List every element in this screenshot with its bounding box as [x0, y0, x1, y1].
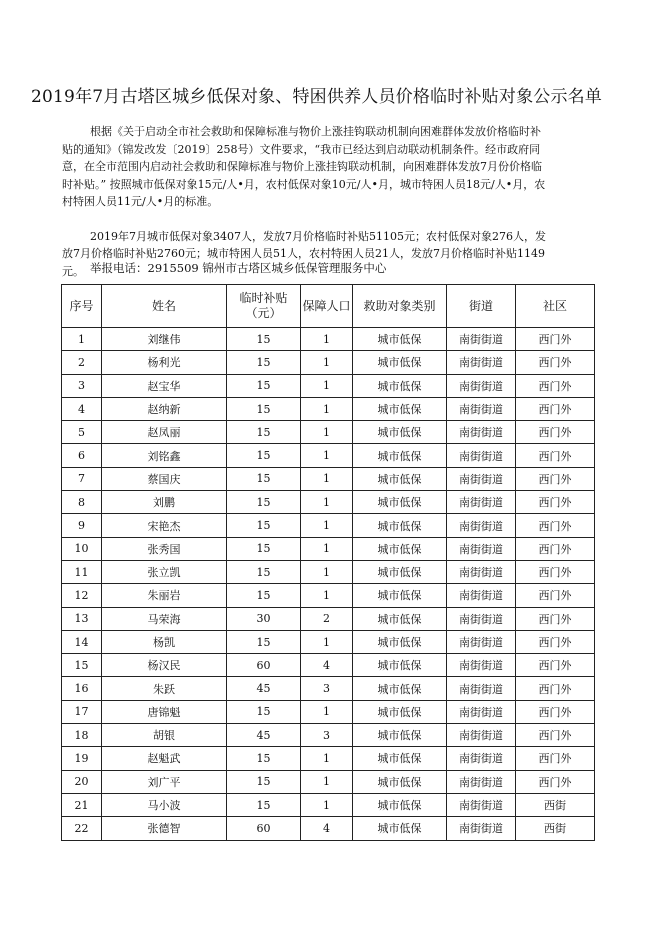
cell-street: 南街街道 [447, 817, 516, 840]
cell-category: 城市低保 [353, 793, 447, 816]
cell-name: 杨利光 [102, 351, 227, 374]
cell-subsidy: 15 [227, 328, 301, 351]
cell-index: 17 [62, 700, 102, 723]
cell-community: 西门外 [516, 747, 595, 770]
header-index: 序号 [62, 285, 102, 328]
cell-community: 西门外 [516, 421, 595, 444]
cell-name: 赵纳新 [102, 397, 227, 420]
table-header-row [62, 285, 595, 328]
cell-population: 1 [301, 537, 353, 560]
cell-street: 南街街道 [447, 584, 516, 607]
cell-community: 西门外 [516, 560, 595, 583]
cell-street: 南街街道 [447, 747, 516, 770]
cell-community: 西门外 [516, 677, 595, 700]
cell-subsidy: 60 [227, 817, 301, 840]
table-row [62, 630, 595, 653]
header-community: 社区 [516, 285, 595, 328]
cell-subsidy: 15 [227, 351, 301, 374]
cell-index: 19 [62, 747, 102, 770]
cell-name: 张秀国 [102, 537, 227, 560]
cell-community: 西门外 [516, 491, 595, 514]
cell-population: 1 [301, 560, 353, 583]
cell-subsidy: 15 [227, 584, 301, 607]
intro-paragraph-2: 2019年7月城市低保对象3407人，发放7月价格临时补贴51105元；农村低保对象276人，发放7月价格临时补贴2760元；城市特困人员51人，农村特困人员21人，发放7月价格临时补贴1149元。 [62, 229, 546, 278]
cell-community: 西门外 [516, 537, 595, 560]
cell-index: 10 [62, 537, 102, 560]
cell-street: 南街街道 [447, 467, 516, 490]
header-population: 保障人口 [301, 285, 353, 328]
cell-name: 马荣海 [102, 607, 227, 630]
cell-community: 西门外 [516, 630, 595, 653]
cell-category: 城市低保 [353, 537, 447, 560]
cell-subsidy: 15 [227, 444, 301, 467]
cell-population: 2 [301, 607, 353, 630]
cell-category: 城市低保 [353, 584, 447, 607]
cell-population: 1 [301, 397, 353, 420]
cell-street: 南街街道 [447, 770, 516, 793]
cell-subsidy: 45 [227, 724, 301, 747]
cell-community: 西街 [516, 793, 595, 816]
cell-population: 1 [301, 351, 353, 374]
cell-community: 西门外 [516, 328, 595, 351]
table-row [62, 351, 595, 374]
cell-category: 城市低保 [353, 444, 447, 467]
page-title [0, 84, 662, 110]
header-street: 街道 [447, 285, 516, 328]
cell-name: 刘鹏 [102, 491, 227, 514]
cell-subsidy: 15 [227, 770, 301, 793]
cell-index: 21 [62, 793, 102, 816]
cell-name: 朱丽岩 [102, 584, 227, 607]
cell-community: 西门外 [516, 654, 595, 677]
cell-name: 刘铭鑫 [102, 444, 227, 467]
cell-subsidy: 15 [227, 374, 301, 397]
intro-text [62, 123, 550, 280]
cell-index: 15 [62, 654, 102, 677]
cell-name: 张立凯 [102, 560, 227, 583]
cell-street: 南街街道 [447, 560, 516, 583]
cell-category: 城市低保 [353, 607, 447, 630]
cell-index: 1 [62, 328, 102, 351]
table-row [62, 397, 595, 420]
cell-category: 城市低保 [353, 421, 447, 444]
cell-index: 8 [62, 491, 102, 514]
table-body [62, 328, 595, 841]
cell-community: 西门外 [516, 351, 595, 374]
cell-population: 1 [301, 467, 353, 490]
cell-category: 城市低保 [353, 374, 447, 397]
cell-subsidy: 15 [227, 793, 301, 816]
cell-category: 城市低保 [353, 351, 447, 374]
header-subsidy: 临时补贴（元） [227, 285, 301, 328]
cell-subsidy: 15 [227, 630, 301, 653]
cell-index: 16 [62, 677, 102, 700]
cell-subsidy: 15 [227, 700, 301, 723]
cell-community: 西门外 [516, 770, 595, 793]
cell-index: 13 [62, 607, 102, 630]
header-name: 姓名 [102, 285, 227, 328]
cell-subsidy: 15 [227, 421, 301, 444]
cell-index: 20 [62, 770, 102, 793]
cell-community: 西门外 [516, 397, 595, 420]
table-row [62, 514, 595, 537]
cell-name: 杨凯 [102, 630, 227, 653]
cell-population: 1 [301, 421, 353, 444]
table-row [62, 747, 595, 770]
cell-index: 22 [62, 817, 102, 840]
cell-category: 城市低保 [353, 724, 447, 747]
cell-index: 6 [62, 444, 102, 467]
cell-category: 城市低保 [353, 467, 447, 490]
cell-community: 西门外 [516, 467, 595, 490]
cell-street: 南街街道 [447, 444, 516, 467]
table-row [62, 537, 595, 560]
cell-name: 胡银 [102, 724, 227, 747]
table-row [62, 584, 595, 607]
cell-street: 南街街道 [447, 607, 516, 630]
table-row [62, 491, 595, 514]
cell-street: 南街街道 [447, 677, 516, 700]
cell-population: 4 [301, 654, 353, 677]
table-row [62, 770, 595, 793]
cell-street: 南街街道 [447, 793, 516, 816]
cell-name: 宋艳杰 [102, 514, 227, 537]
cell-subsidy: 15 [227, 514, 301, 537]
table-row [62, 817, 595, 840]
cell-community: 西门外 [516, 584, 595, 607]
cell-population: 1 [301, 747, 353, 770]
table-row [62, 654, 595, 677]
cell-subsidy: 15 [227, 537, 301, 560]
cell-index: 9 [62, 514, 102, 537]
cell-index: 2 [62, 351, 102, 374]
cell-street: 南街街道 [447, 491, 516, 514]
cell-street: 南街街道 [447, 421, 516, 444]
cell-category: 城市低保 [353, 747, 447, 770]
cell-street: 南街街道 [447, 654, 516, 677]
cell-street: 南街街道 [447, 397, 516, 420]
cell-street: 南街街道 [447, 514, 516, 537]
table-row [62, 444, 595, 467]
cell-community: 西门外 [516, 374, 595, 397]
cell-population: 1 [301, 444, 353, 467]
cell-subsidy: 15 [227, 467, 301, 490]
cell-population: 4 [301, 817, 353, 840]
cell-index: 12 [62, 584, 102, 607]
cell-category: 城市低保 [353, 560, 447, 583]
table-row [62, 724, 595, 747]
cell-index: 11 [62, 560, 102, 583]
cell-category: 城市低保 [353, 397, 447, 420]
cell-community: 西街 [516, 817, 595, 840]
cell-community: 西门外 [516, 607, 595, 630]
cell-category: 城市低保 [353, 770, 447, 793]
cell-population: 1 [301, 584, 353, 607]
cell-community: 西门外 [516, 444, 595, 467]
cell-category: 城市低保 [353, 491, 447, 514]
cell-index: 3 [62, 374, 102, 397]
cell-name: 蔡国庆 [102, 467, 227, 490]
cell-name: 赵凤丽 [102, 421, 227, 444]
cell-population: 1 [301, 491, 353, 514]
cell-name: 赵魁武 [102, 747, 227, 770]
table-row [62, 328, 595, 351]
hotline-text: 举报电话：2915509 锦州市古塔区城乡低保管理服务中心 [90, 261, 387, 275]
cell-name: 刘广平 [102, 770, 227, 793]
cell-index: 18 [62, 724, 102, 747]
cell-population: 1 [301, 700, 353, 723]
cell-population: 3 [301, 677, 353, 700]
cell-population: 1 [301, 374, 353, 397]
table-row [62, 607, 595, 630]
cell-street: 南街街道 [447, 724, 516, 747]
cell-community: 西门外 [516, 724, 595, 747]
cell-subsidy: 30 [227, 607, 301, 630]
header-category: 救助对象类别 [353, 285, 447, 328]
cell-subsidy: 15 [227, 397, 301, 420]
cell-category: 城市低保 [353, 654, 447, 677]
cell-subsidy: 45 [227, 677, 301, 700]
cell-name: 赵宝华 [102, 374, 227, 397]
cell-index: 14 [62, 630, 102, 653]
cell-category: 城市低保 [353, 677, 447, 700]
table-row [62, 467, 595, 490]
cell-name: 杨汉民 [102, 654, 227, 677]
cell-subsidy: 15 [227, 491, 301, 514]
table-row [62, 793, 595, 816]
cell-name: 唐锦魁 [102, 700, 227, 723]
cell-category: 城市低保 [353, 328, 447, 351]
table-row [62, 677, 595, 700]
cell-population: 1 [301, 630, 353, 653]
cell-community: 西门外 [516, 700, 595, 723]
subsidy-table [61, 284, 595, 841]
intro-paragraph-1: 根据《关于启动全市社会救助和保障标准与物价上涨挂钩联动机制向困难群体发放价格临时补贴的通知》（锦发改发〔2019〕258号）文件要求，“我市已经达到启动联动机制条件。经市政府同意，在全市范围内启动社会救助和保障标准与物价上涨挂钩联动机制，向困难群体发放7月份价格临时补贴。” 按照城市低保对象15元/人•月，农村低保对象10元/人•月，城市特困人员18元/人•月，农村特困人员11元/人•月的标准。 [62, 125, 546, 208]
cell-name: 马小波 [102, 793, 227, 816]
cell-population: 1 [301, 328, 353, 351]
table-row [62, 421, 595, 444]
cell-subsidy: 60 [227, 654, 301, 677]
cell-index: 7 [62, 467, 102, 490]
cell-population: 1 [301, 793, 353, 816]
cell-category: 城市低保 [353, 514, 447, 537]
table-row [62, 374, 595, 397]
cell-category: 城市低保 [353, 630, 447, 653]
cell-category: 城市低保 [353, 817, 447, 840]
cell-population: 1 [301, 514, 353, 537]
cell-street: 南街街道 [447, 630, 516, 653]
cell-street: 南街街道 [447, 351, 516, 374]
cell-index: 5 [62, 421, 102, 444]
cell-name: 朱跃 [102, 677, 227, 700]
cell-subsidy: 15 [227, 560, 301, 583]
cell-population: 3 [301, 724, 353, 747]
table-row [62, 560, 595, 583]
table-row [62, 700, 595, 723]
cell-street: 南街街道 [447, 537, 516, 560]
cell-index: 4 [62, 397, 102, 420]
cell-community: 西门外 [516, 514, 595, 537]
cell-name: 张德智 [102, 817, 227, 840]
cell-category: 城市低保 [353, 700, 447, 723]
page-title-text: 2019年7月古塔区城乡低保对象、特困供养人员价格临时补贴对象公示名单 [31, 87, 603, 107]
cell-name: 刘继伟 [102, 328, 227, 351]
cell-street: 南街街道 [447, 374, 516, 397]
cell-street: 南街街道 [447, 328, 516, 351]
cell-population: 1 [301, 770, 353, 793]
cell-subsidy: 15 [227, 747, 301, 770]
cell-street: 南街街道 [447, 700, 516, 723]
